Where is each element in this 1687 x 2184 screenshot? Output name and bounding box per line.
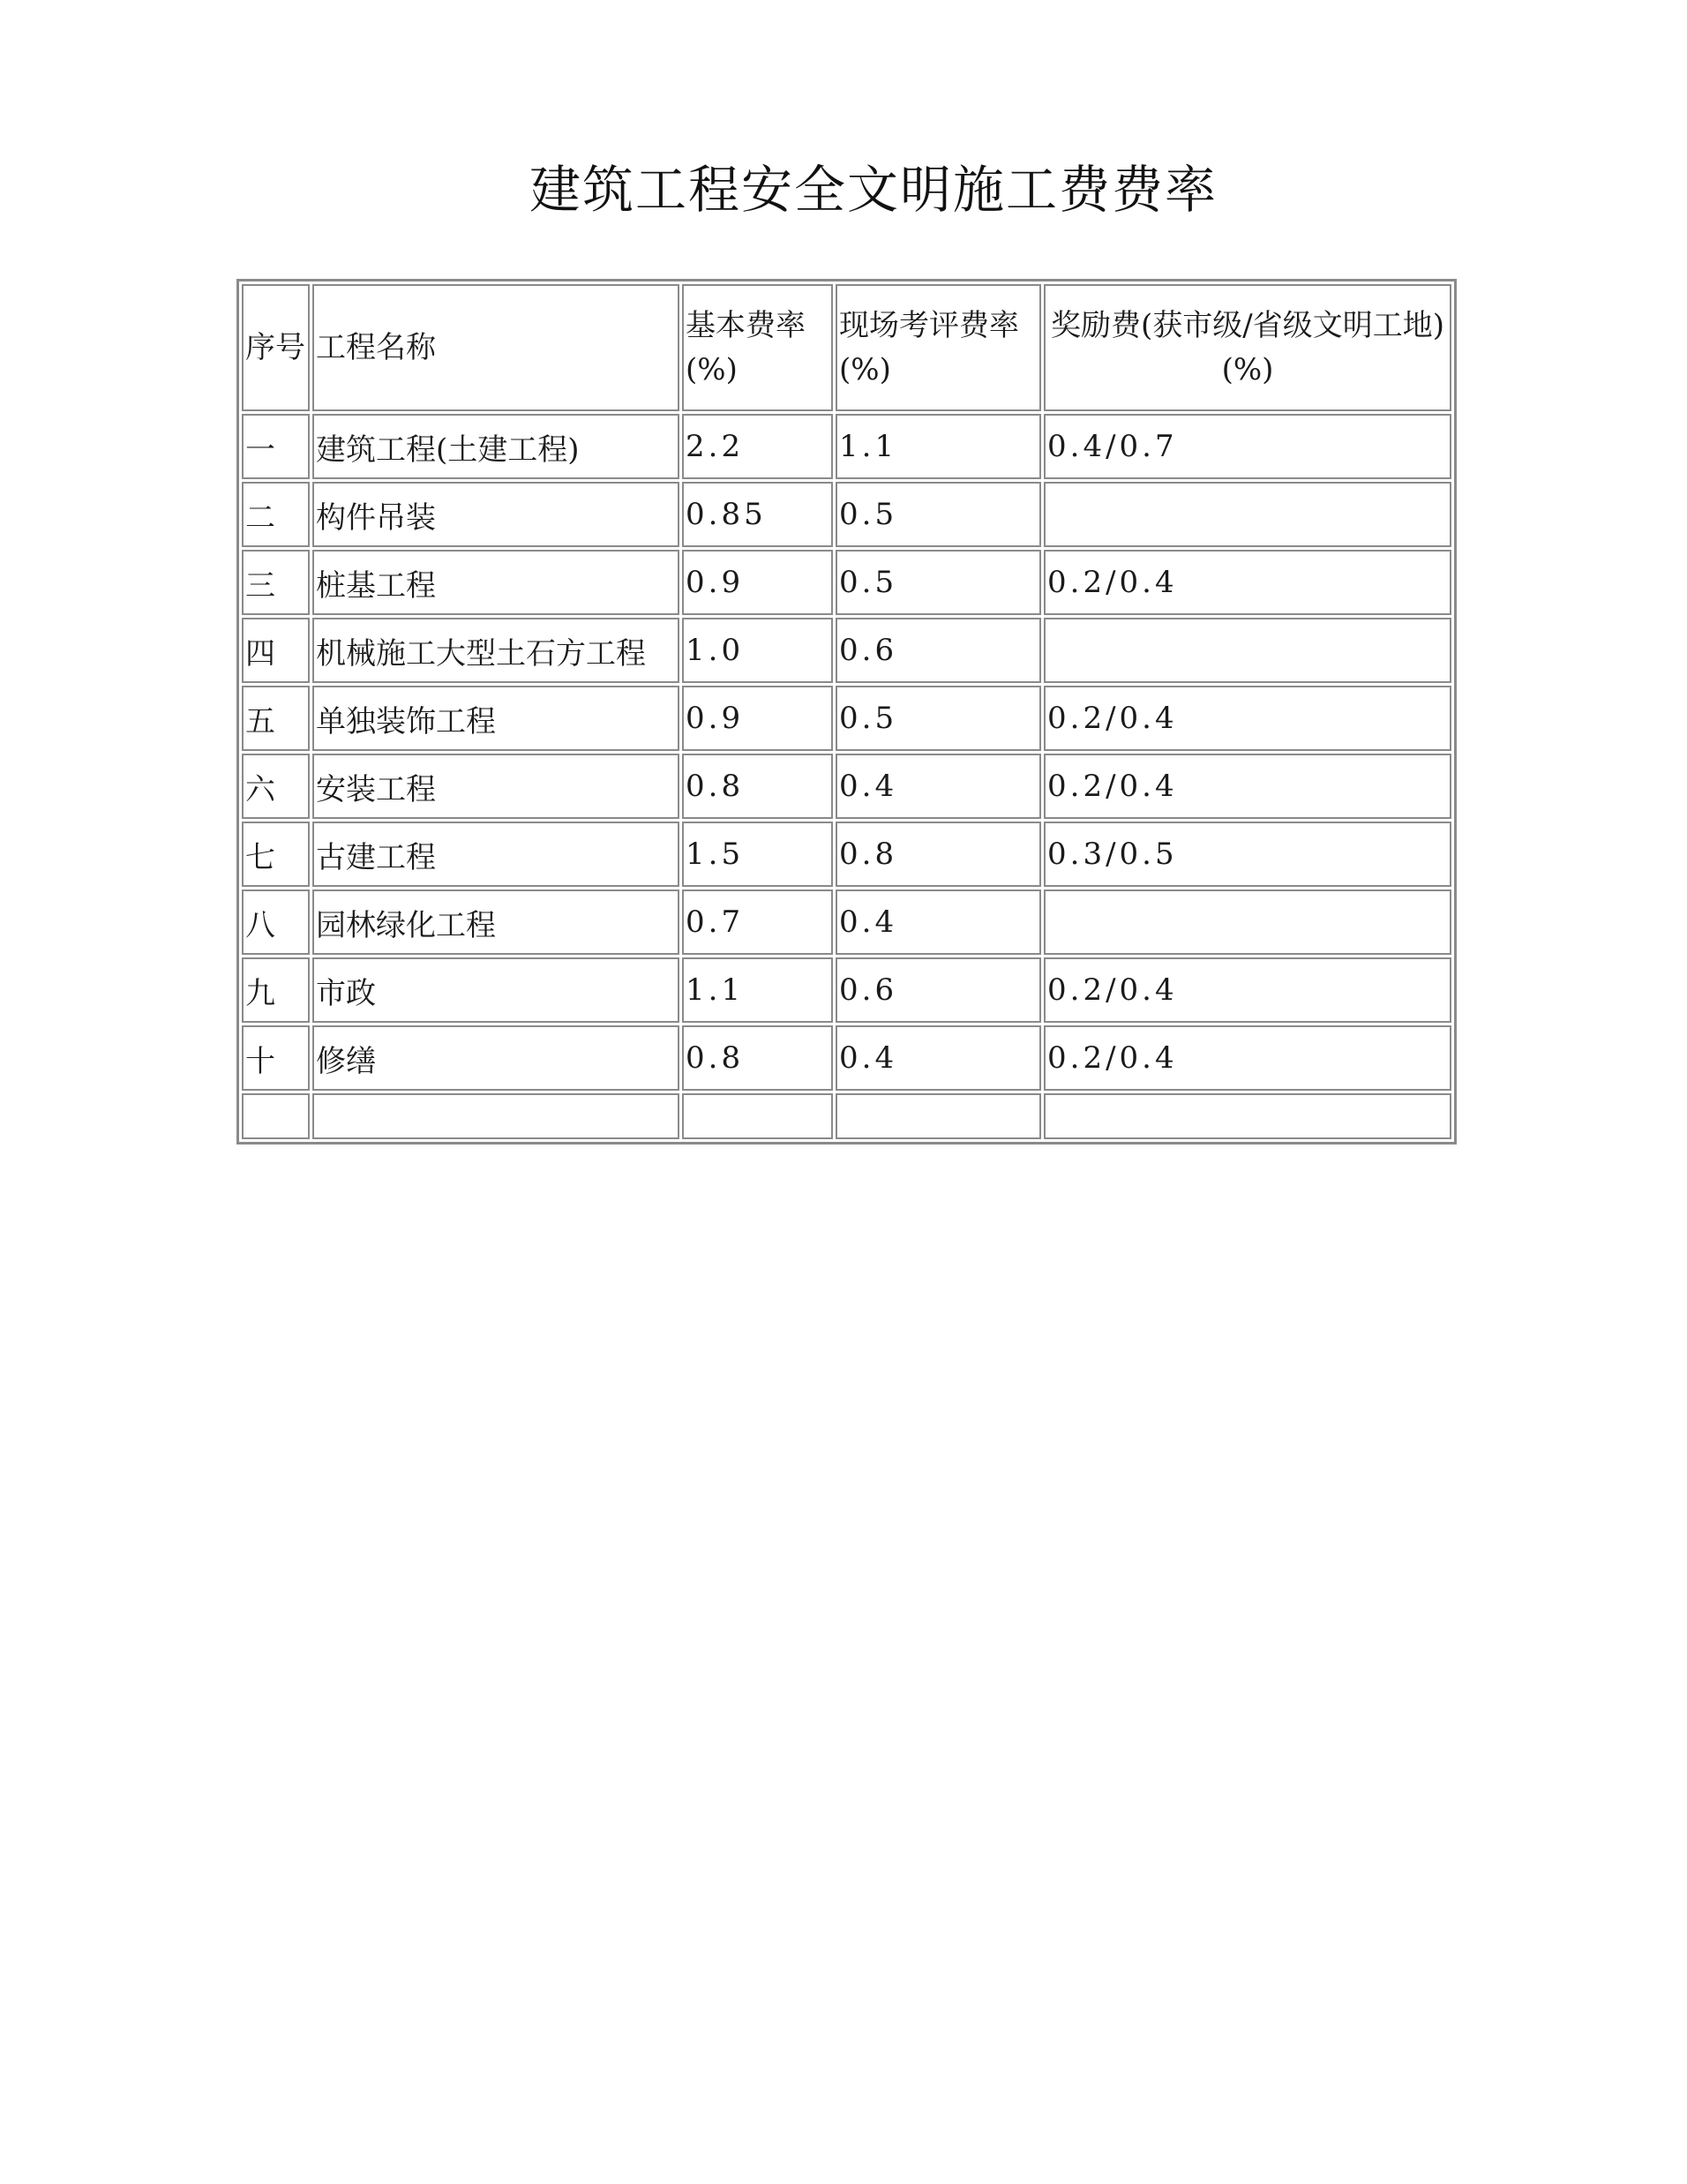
cell-empty: [836, 1093, 1041, 1139]
cell-seq: 四: [242, 618, 310, 683]
cell-base-rate: 0.8: [682, 1025, 833, 1091]
table-row: [242, 550, 1451, 615]
cell-seq: 三: [242, 550, 310, 615]
cell-base-rate: 1.5: [682, 822, 833, 887]
cell-name: 单独装饰工程: [312, 686, 679, 751]
cell-site-rate: 0.5: [836, 550, 1041, 615]
cell-name: 建筑工程(土建工程): [312, 414, 679, 479]
cell-seq: 十: [242, 1025, 310, 1091]
cell-seq: 二: [242, 482, 310, 547]
cell-award: [1044, 889, 1451, 955]
cell-seq: 六: [242, 754, 310, 819]
cell-name: 桩基工程: [312, 550, 679, 615]
cell-award: 0.3/0.5: [1044, 822, 1451, 887]
cell-seq: 五: [242, 686, 310, 751]
table-header-row: [242, 284, 1451, 411]
cell-base-rate: 0.85: [682, 482, 833, 547]
table-row: [242, 686, 1451, 751]
cell-name: 古建工程: [312, 822, 679, 887]
cell-award: 0.4/0.7: [1044, 414, 1451, 479]
header-award: 奖励费(获市级/省级文明工地)(%): [1044, 284, 1451, 411]
cell-base-rate: 0.9: [682, 686, 833, 751]
cell-award: 0.2/0.4: [1044, 686, 1451, 751]
table-row: [242, 889, 1451, 955]
table-row: [242, 414, 1451, 479]
cell-base-rate: 1.0: [682, 618, 833, 683]
cell-name: 构件吊装: [312, 482, 679, 547]
table-row: [242, 482, 1451, 547]
table-row: [242, 957, 1451, 1023]
cell-seq: 九: [242, 957, 310, 1023]
table-row: [242, 1025, 1451, 1091]
header-site-rate: 现场考评费率(%): [836, 284, 1041, 411]
header-base-rate: 基本费率(%): [682, 284, 833, 411]
cell-site-rate: 0.4: [836, 754, 1041, 819]
cell-award: 0.2/0.4: [1044, 957, 1451, 1023]
cell-base-rate: 0.7: [682, 889, 833, 955]
cell-base-rate: 1.1: [682, 957, 833, 1023]
cell-award: 0.2/0.4: [1044, 550, 1451, 615]
cell-base-rate: 0.9: [682, 550, 833, 615]
cell-award: 0.2/0.4: [1044, 1025, 1451, 1091]
table-body: [242, 414, 1451, 1139]
cell-site-rate: 0.8: [836, 822, 1041, 887]
fee-rate-table: [236, 279, 1457, 1145]
document-title: 建筑工程安全文明施工费费率: [529, 160, 1218, 220]
cell-base-rate: 0.8: [682, 754, 833, 819]
header-seq: 序号: [242, 284, 310, 411]
cell-award: 0.2/0.4: [1044, 754, 1451, 819]
cell-site-rate: 1.1: [836, 414, 1041, 479]
cell-site-rate: 0.6: [836, 618, 1041, 683]
cell-empty: [312, 1093, 679, 1139]
cell-empty: [242, 1093, 310, 1139]
cell-award: [1044, 482, 1451, 547]
cell-name: 园林绿化工程: [312, 889, 679, 955]
cell-site-rate: 0.6: [836, 957, 1041, 1023]
table-row: [242, 618, 1451, 683]
cell-site-rate: 0.5: [836, 482, 1041, 547]
cell-empty: [682, 1093, 833, 1139]
cell-site-rate: 0.4: [836, 1025, 1041, 1091]
cell-name: 市政: [312, 957, 679, 1023]
table-row-empty: [242, 1093, 1451, 1139]
cell-site-rate: 0.4: [836, 889, 1041, 955]
cell-name: 修缮: [312, 1025, 679, 1091]
cell-empty: [1044, 1093, 1451, 1139]
table-row: [242, 754, 1451, 819]
cell-name: 机械施工大型土石方工程: [312, 618, 679, 683]
cell-seq: 七: [242, 822, 310, 887]
cell-site-rate: 0.5: [836, 686, 1041, 751]
table-row: [242, 822, 1451, 887]
header-name: 工程名称: [312, 284, 679, 411]
cell-seq: 八: [242, 889, 310, 955]
cell-name: 安装工程: [312, 754, 679, 819]
cell-base-rate: 2.2: [682, 414, 833, 479]
cell-award: [1044, 618, 1451, 683]
cell-seq: 一: [242, 414, 310, 479]
